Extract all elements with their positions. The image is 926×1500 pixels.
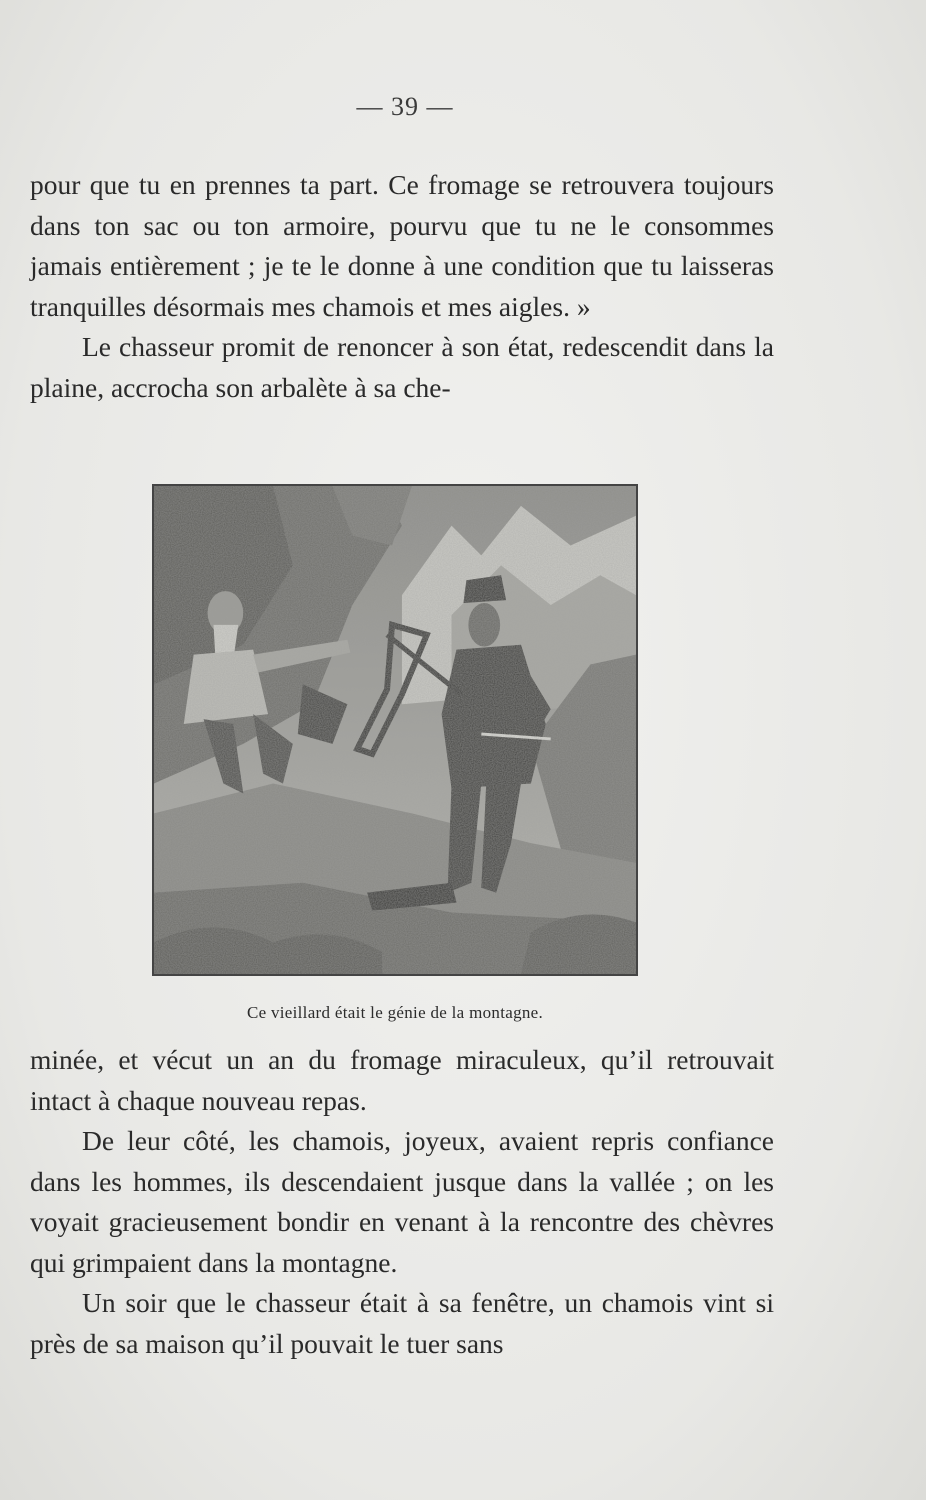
paragraph: pour que tu en prennes ta part. Ce fromage se retrouvera toujours dans ton sac ou ton armoire, pourvu que tu ne le consommes jamais entièrement ; je te le donne à une condition que tu laisseras tranquilles désormais mes chamois et mes aigles. » [30,169,774,322]
paragraph: Le chasseur promit de renoncer à son état, redescendit dans la plaine, accrocha son arbalète à sa che- [30,331,774,403]
engraving-old-man-and-hunter-icon [154,486,636,974]
paragraph: De leur côté, les chamois, joyeux, avaient repris confiance dans les hommes, ils descendaient jusque dans la vallée ; on les voyait gracieusement bondir en venant à la rencontre des chèvres qui grimpaient dans la montagne. [30,1125,774,1278]
illustration [152,484,638,976]
figure-caption: Ce vieillard était le génie de la montagne. [246,1003,544,1022]
paragraph: Un soir que le chasseur était à sa fenêtre, un chamois vint si près de sa maison qu’il pouvait le tuer sans [30,1287,774,1359]
page-number: — 39 — [356,92,454,121]
text-block-top [30,165,774,408]
text-block-bottom [30,1040,774,1364]
paragraph: minée, et vécut un an du fromage miraculeux, qu’il retrouvait intact à chaque nouveau repas. [30,1044,774,1116]
